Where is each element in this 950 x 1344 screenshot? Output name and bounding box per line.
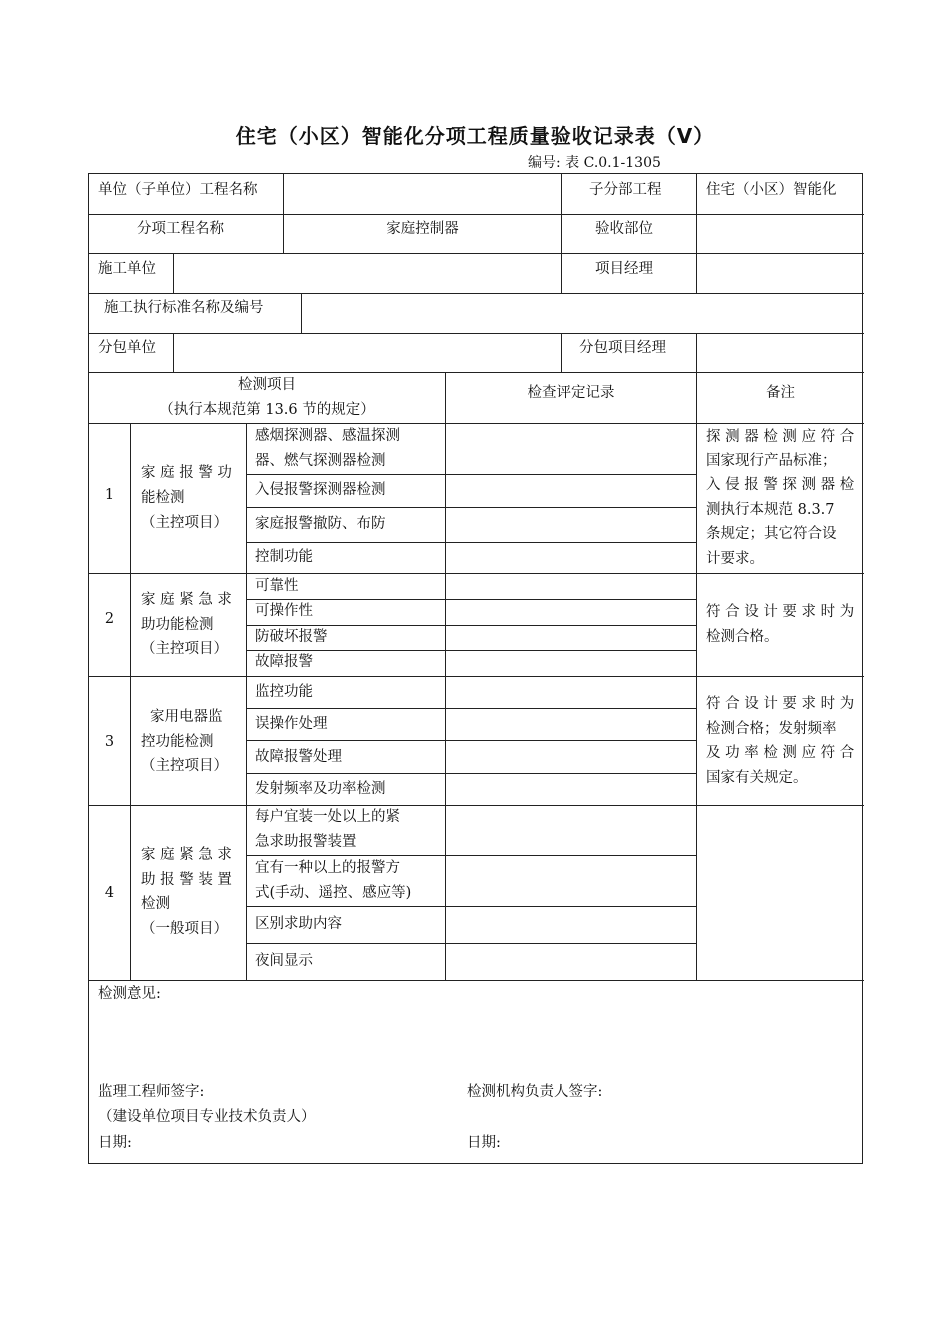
column-header-item: 检测项目 xyxy=(238,377,296,393)
col-divider xyxy=(561,214,562,253)
row-divider xyxy=(89,214,864,215)
check-item: 控制功能 xyxy=(255,549,313,565)
check-item: 监控功能 xyxy=(255,684,313,700)
row-divider xyxy=(89,980,864,981)
group-name: 控功能检测 xyxy=(141,734,214,750)
form-code: 编号: 表 C.0.1-1305 xyxy=(528,155,661,171)
group-number: 2 xyxy=(104,611,115,627)
group-name: （主控项目） xyxy=(141,758,228,774)
sub-division-value[interactable]: 住宅（小区）智能化 xyxy=(706,182,837,198)
project-manager-value[interactable] xyxy=(706,257,856,282)
item-divider xyxy=(246,773,697,774)
row-divider xyxy=(89,573,864,574)
row-divider xyxy=(89,253,864,254)
remark-line: 及 功 率 检 测 应 符 合 xyxy=(706,745,855,761)
row-divider xyxy=(89,676,864,677)
col-divider xyxy=(561,174,562,214)
column-header-remark: 备注 xyxy=(766,385,795,401)
col-divider xyxy=(445,372,446,980)
col-divider xyxy=(246,423,247,980)
col-divider xyxy=(696,333,697,372)
standard-label: 施工执行标准名称及编号 xyxy=(104,300,264,316)
remark-line: 探 测 器 检 测 应 符 合 xyxy=(706,429,855,445)
remark-line: 计要求。 xyxy=(706,551,764,567)
group-name: 助 报 警 装 置 xyxy=(141,872,232,888)
remark-line: 国家现行产品标准； xyxy=(706,453,837,469)
col-divider xyxy=(696,253,697,293)
remark-line: 条规定；其它符合设 xyxy=(706,526,837,542)
check-item: 防破坏报警 xyxy=(255,629,328,645)
col-divider xyxy=(301,293,302,333)
col-divider xyxy=(173,333,174,372)
item-divider xyxy=(246,599,697,600)
item-divider xyxy=(246,542,697,543)
group-number: 1 xyxy=(104,487,115,503)
check-item: 可靠性 xyxy=(255,578,299,594)
check-item: 区别求助内容 xyxy=(255,916,342,932)
group-number: 3 xyxy=(104,734,115,750)
group-name: 能检测 xyxy=(141,490,185,506)
check-item: 器、燃气探测器检测 xyxy=(255,453,386,469)
contractor-label: 施工单位 xyxy=(98,261,156,277)
check-item: 式(手动、遥控、感应等) xyxy=(255,885,412,901)
check-item: 夜间显示 xyxy=(255,953,313,969)
row-divider xyxy=(89,293,864,294)
page-title: 住宅（小区）智能化分项工程质量验收记录表（Ⅴ） xyxy=(235,124,715,148)
remark-line: 符 合 设 计 要 求 时 为 xyxy=(706,696,855,712)
unit-project-label: 单位（子单位）工程名称 xyxy=(98,182,258,198)
col-divider xyxy=(696,372,697,980)
opinion-label: 检测意见: xyxy=(98,986,161,1002)
acceptance-part-value[interactable] xyxy=(706,217,856,242)
agency-sign-label: 检测机构负责人签字: xyxy=(467,1084,603,1100)
sub-pm-label: 分包项目经理 xyxy=(579,340,666,356)
group-name: 助功能检测 xyxy=(141,617,214,633)
sub-pm-value[interactable] xyxy=(706,336,856,361)
supervisor-sign-label: 监理工程师签字: xyxy=(98,1084,205,1100)
group-number: 4 xyxy=(104,885,115,901)
column-header-item-note: （执行本规范第 13.6 节的规定） xyxy=(159,402,375,418)
supervisor-note: （建设单位项目专业技术负责人） xyxy=(98,1109,316,1125)
check-item: 发射频率及功率检测 xyxy=(255,781,386,797)
check-item: 误操作处理 xyxy=(255,716,328,732)
date-left-label: 日期: xyxy=(98,1135,132,1151)
opinion-area[interactable] xyxy=(98,1009,853,1069)
item-divider xyxy=(246,740,697,741)
check-item: 入侵报警探测器检测 xyxy=(255,482,386,498)
item-divider xyxy=(246,708,697,709)
group-name: （主控项目） xyxy=(141,515,228,531)
item-divider xyxy=(246,943,697,944)
remark-line: 测执行本规范 8.3.7 xyxy=(706,502,835,518)
col-divider xyxy=(173,253,174,293)
remark-line: 国家有关规定。 xyxy=(706,770,808,786)
item-divider xyxy=(246,474,697,475)
check-item: 家庭报警撤防、布防 xyxy=(255,516,386,532)
remark-line: 入 侵 报 警 探 测 器 检 xyxy=(706,477,855,493)
group-name: 家 庭 紧 急 求 xyxy=(141,847,232,863)
item-divider xyxy=(246,906,697,907)
item-divider xyxy=(246,650,697,651)
sub-item-label: 分项工程名称 xyxy=(137,221,224,237)
col-divider xyxy=(561,333,562,372)
group-name: 家用电器监 xyxy=(150,709,223,725)
contractor-value[interactable] xyxy=(184,257,554,282)
group-name: （一般项目） xyxy=(141,921,228,937)
remark-line: 检测合格。 xyxy=(706,629,779,645)
check-item: 宜有一种以上的报警方 xyxy=(255,860,400,876)
group-name: 检测 xyxy=(141,896,170,912)
check-item: 每户宜装一处以上的紧 xyxy=(255,809,400,825)
group-name: （主控项目） xyxy=(141,641,228,657)
sub-item-value[interactable]: 家庭控制器 xyxy=(386,221,459,237)
item-divider xyxy=(246,507,697,508)
acceptance-record-form xyxy=(88,173,863,1164)
sub-division-label: 子分部工程 xyxy=(589,182,662,198)
remark-line: 检测合格；发射频率 xyxy=(706,721,837,737)
check-item: 可操作性 xyxy=(255,603,313,619)
unit-project-value[interactable] xyxy=(294,178,554,203)
column-header-record: 检查评定记录 xyxy=(527,385,615,401)
col-divider xyxy=(283,174,284,214)
check-item: 感烟探测器、感温探测 xyxy=(255,428,400,444)
project-manager-label: 项目经理 xyxy=(595,261,653,277)
col-divider xyxy=(696,174,697,214)
standard-value[interactable] xyxy=(311,296,856,321)
row-divider xyxy=(89,423,864,424)
date-right-label: 日期: xyxy=(467,1135,501,1151)
subcontractor-label: 分包单位 xyxy=(98,340,156,356)
check-item: 故障报警 xyxy=(255,654,313,670)
col-divider xyxy=(561,253,562,293)
row-divider xyxy=(89,805,864,806)
subcontractor-value[interactable] xyxy=(184,336,554,361)
remark-line: 符 合 设 计 要 求 时 为 xyxy=(706,604,855,620)
col-divider xyxy=(130,423,131,980)
col-divider xyxy=(696,214,697,253)
group-name: 家 庭 紧 急 求 xyxy=(141,592,232,608)
row-divider xyxy=(89,333,864,334)
group-name: 家 庭 报 警 功 xyxy=(141,465,232,481)
check-item: 故障报警处理 xyxy=(255,749,342,765)
acceptance-part-label: 验收部位 xyxy=(595,221,653,237)
check-item: 急求助报警装置 xyxy=(255,834,357,850)
